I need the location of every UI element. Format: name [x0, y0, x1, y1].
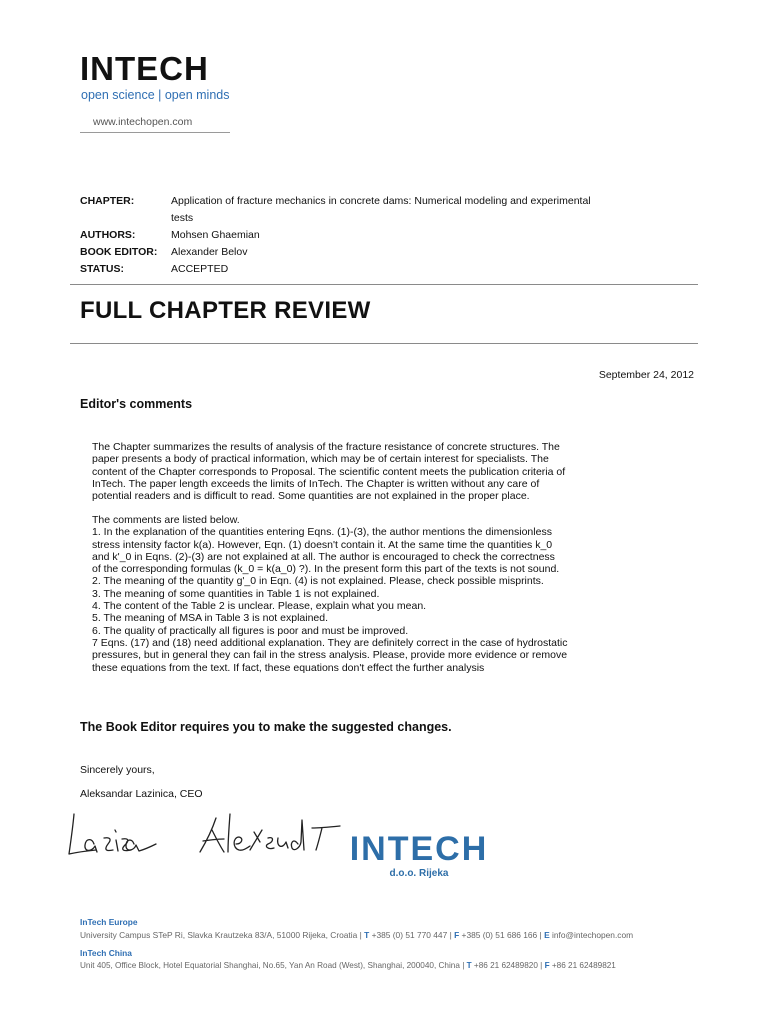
meta-key: CHAPTER: — [80, 195, 135, 207]
separator: | — [540, 961, 543, 970]
footer-europe-label — [80, 917, 138, 927]
office-label: InTech Europe — [80, 917, 138, 927]
text-line: pressures, but in general they can fail in the stress analysis. Please, provide more evidence or remove — [92, 649, 568, 662]
logo-tagline: open science | open minds — [81, 88, 230, 102]
separator: | — [462, 961, 465, 970]
separator: | — [359, 930, 362, 940]
footer-china-label — [80, 948, 132, 958]
meta-value: ACCEPTED — [171, 263, 229, 275]
office-label: InTech China — [80, 948, 132, 958]
chapter-metadata — [80, 193, 601, 278]
meta-row-book-editor — [80, 244, 601, 261]
fax-number: +385 (0) 51 686 166 — [461, 930, 538, 940]
text-line: potential readers and is difficult to read. Some quantities are not explained in the proper place. — [92, 490, 530, 503]
divider-top — [70, 284, 698, 285]
summary-paragraph — [92, 441, 642, 502]
meta-value: Application of fracture mechanics in concrete dams: Numerical modeling and experimental tests — [171, 195, 591, 224]
website-url[interactable]: www.intechopen.com — [93, 116, 193, 128]
text-line: InTech. The paper length exceeds the limits of InTech. The Chapter is written without any care of — [92, 477, 540, 490]
meta-row-status — [80, 261, 601, 278]
text-line: content of the Chapter corresponds to Proposal. The scientific content meets the publication criteria of — [92, 465, 566, 478]
phone-tag: T — [364, 930, 370, 940]
logo-divider — [80, 132, 230, 133]
text-line: of the corresponding formulas (k_0 = k(a_0) ?). In the present form this part of the texts is not sound. — [92, 563, 560, 576]
phone-tag: T — [466, 961, 472, 970]
text-line: 7 Eqns. (17) and (18) need additional explanation. They are definitely correct in the case of hydrostatic — [92, 636, 568, 649]
email-address[interactable]: info@intechopen.com — [551, 930, 634, 940]
fax-tag: F — [454, 930, 460, 940]
handwritten-signature — [64, 808, 344, 864]
editor-comments-heading: Editor's comments — [80, 397, 193, 411]
text-line: The Chapter summarizes the results of analysis of the fracture resistance of concrete structures. The — [92, 441, 560, 453]
meta-value: Alexander Belov — [171, 246, 248, 258]
text-line: 1. In the explanation of the quantities entering Eqns. (1)-(3), the author mentions the dimensionless — [92, 526, 552, 539]
text-line: 2. The meaning of the quantity g'_0 in Eqn. (4) is not explained. Please, check possible misprints. — [92, 575, 544, 588]
text-line: 4. The content of the Table 2 is unclear. Please, explain what you mean. — [92, 600, 427, 613]
comments-list — [92, 514, 642, 674]
office-address: University Campus STeP Ri, Slavka Krautzeka 83/A, 51000 Rijeka, Croatia — [80, 930, 358, 940]
email-tag: E — [544, 930, 550, 940]
phone-number: +385 (0) 51 770 447 — [371, 930, 448, 940]
company-stamp — [344, 830, 494, 879]
divider-bottom — [70, 343, 698, 344]
text-line: paper presents a body of practical information, which may be of certain interest for specialists. The — [92, 453, 549, 466]
fax-tag: F — [544, 961, 550, 970]
text-line: The comments are listed below. — [92, 514, 240, 526]
footer-europe-address — [80, 930, 633, 940]
footer-china-address — [80, 961, 616, 970]
signer-name: Aleksandar Lazinica, CEO — [80, 788, 203, 800]
meta-key: BOOK EDITOR: — [80, 246, 158, 258]
meta-key: STATUS: — [80, 263, 124, 275]
text-line: and k'_0 in Eqns. (2)-(3) are not explained at all. The author is encouraged to check the correctness — [92, 550, 555, 563]
office-address: Unit 405, Office Block, Hotel Equatorial Shanghai, No.65, Yan An Road (West), Shanghai, 200040, China — [80, 961, 460, 970]
meta-key: AUTHORS: — [80, 229, 136, 241]
meta-row-authors — [80, 227, 601, 244]
requirement-statement: The Book Editor requires you to make the suggested changes. — [80, 720, 452, 734]
text-line: 6. The quality of practically all figures is poor and must be improved. — [92, 624, 409, 637]
page-title: FULL CHAPTER REVIEW — [80, 297, 371, 324]
review-date: September 24, 2012 — [598, 369, 694, 381]
separator: | — [539, 930, 542, 940]
separator: | — [449, 930, 452, 940]
intech-logo: INTECH — [80, 50, 209, 87]
text-line: stress intensity factor k(a). However, Eqn. (1) doesn't contain it. At the same time the quantities k_0 — [92, 538, 553, 551]
meta-value: Mohsen Ghaemian — [171, 229, 260, 241]
stamp-logo: INTECH — [349, 830, 489, 868]
text-line: 5. The meaning of MSA in Table 3 is not explained. — [92, 612, 329, 625]
fax-number: +86 21 62489821 — [551, 961, 616, 970]
text-line: these equations from the text. If fact, these equations don't effect the further analysis — [92, 661, 485, 674]
phone-number: +86 21 62489820 — [473, 961, 538, 970]
closing-line: Sincerely yours, — [80, 764, 155, 776]
text-line: 3. The meaning of some quantities in Table 1 is not explained. — [92, 587, 380, 600]
stamp-subtitle: d.o.o. Rijeka — [389, 868, 449, 879]
meta-row-chapter — [80, 193, 601, 227]
